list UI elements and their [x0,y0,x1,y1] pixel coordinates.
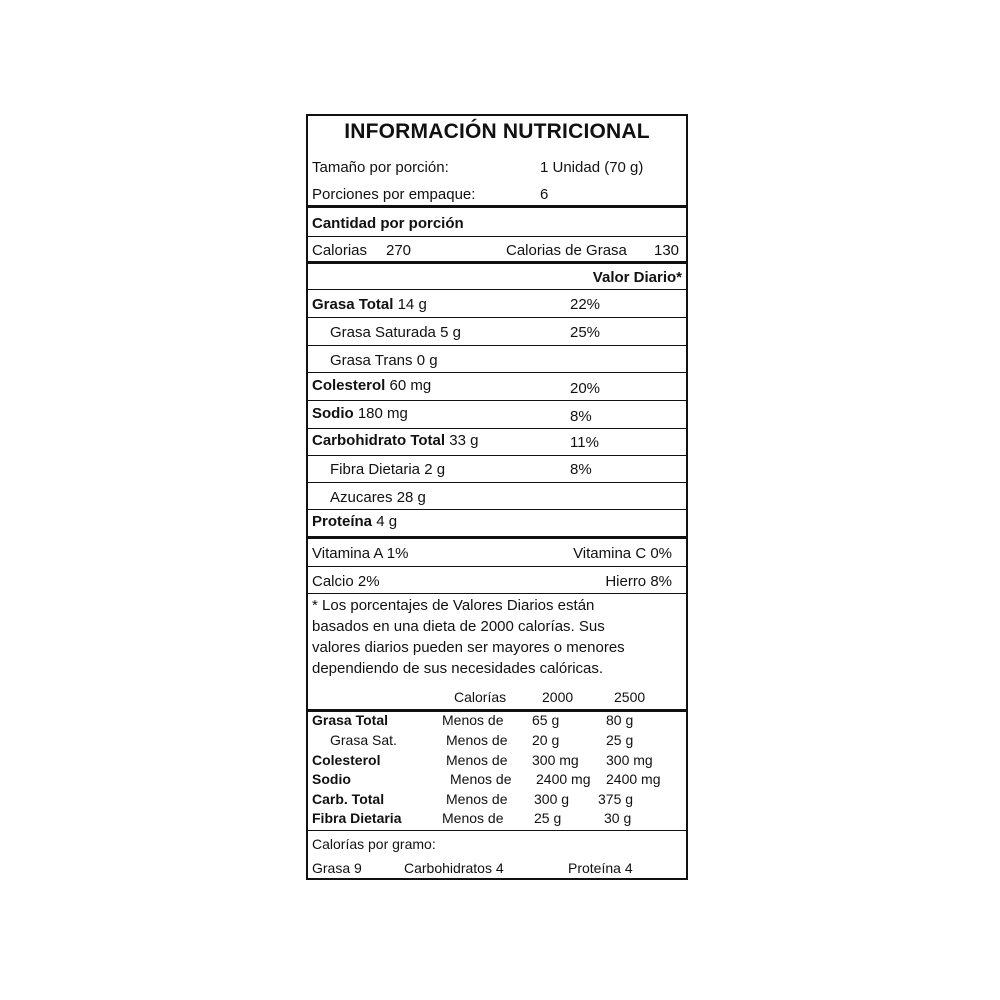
nutrient-amount: 4 g [376,513,398,530]
nutrient-name: Colesterol [312,377,386,394]
per-gram-values-row [308,860,686,878]
fat-calories-label: Calorias de Grasa [506,242,627,259]
footnote [308,597,686,685]
reference-name: Colesterol [312,752,381,768]
nutrient-row-saturated-fat [308,324,686,344]
reference-row [308,752,686,769]
nutrient-row-total-carbs [308,432,686,452]
divider [308,455,686,456]
reference-value-2500: 375 g [598,791,634,807]
vitamin-c: Vitamina C 0% [573,545,672,562]
nutrient-amount: 180 mg [357,405,408,422]
reference-col-2500: 2500 [614,689,646,705]
reference-qualifier: Menos de [442,810,504,826]
calories-label: Calorias [312,242,368,259]
reference-qualifier: Menos de [450,771,512,787]
reference-row [308,712,686,729]
divider [308,509,686,510]
nutrient-amount: 0 g [416,352,438,369]
divider-thick [308,261,686,264]
reference-name: Grasa Total [312,712,388,728]
footnote-line: dependiendo de sus necesidades calóricas. [312,660,604,677]
reference-col-2000: 2000 [542,689,574,705]
iron: Hierro 8% [605,573,672,590]
nutrient-dv: 11% [570,434,599,451]
divider [308,482,686,483]
nutrition-facts-label [306,114,688,880]
reference-name: Grasa Sat. [330,732,397,748]
nutrient-row-trans-fat [308,352,686,372]
footnote-line: valores diarios pueden ser mayores o menores [312,639,625,656]
nutrient-name: Azucares [330,489,393,506]
divider [308,317,686,318]
daily-value-header: Valor Diario* [592,269,682,286]
reference-row [308,810,686,827]
servings-value: 6 [540,186,549,203]
label-title: INFORMACIÓN NUTRICIONAL [344,120,650,143]
nutrient-name: Grasa Saturada [330,324,436,341]
nutrient-amount: 5 g [440,324,461,341]
nutrient-row-total-fat [308,296,686,316]
reference-value-2500: 300 mg [606,752,653,768]
nutrient-row-sodium [308,405,686,425]
reference-calories-label: Calorías [454,689,507,705]
servings-label: Porciones por empaque: [312,186,476,203]
nutrient-row-cholesterol [308,377,686,397]
vitamins-row-2 [308,573,686,593]
reference-name: Sodio [312,771,351,787]
divider [308,566,686,567]
calories-per-gram-label: Calorías por gramo: [312,836,436,852]
reference-name: Carb. Total [312,791,385,807]
calories-value: 270 [386,242,412,259]
nutrient-amount: 2 g [424,461,446,478]
nutrient-name: Proteína [312,513,373,530]
servings-row [308,186,686,206]
reference-row [308,771,686,788]
footnote-line: * Los porcentajes de Valores Diarios están [312,597,595,614]
nutrient-amount: 28 g [396,489,426,506]
calories-row [308,242,686,262]
reference-value-2000: 300 g [534,791,570,807]
vitamin-a: Vitamina A 1% [312,545,409,562]
vitamins-row-1 [308,545,686,565]
per-gram-fat: Grasa 9 [312,860,362,876]
nutrient-dv: 22% [570,296,601,313]
divider [308,428,686,429]
nutrient-dv: 20% [570,380,601,397]
divider [308,830,686,831]
nutrient-dv: 8% [570,408,592,425]
reference-qualifier: Menos de [442,712,504,728]
serving-size-row [308,159,686,179]
daily-value-header-row [308,269,686,289]
nutrient-name: Sodio [312,405,354,422]
reference-value-2000: 25 g [534,810,562,826]
footnote-line: basados en una dieta de 2000 calorías. Sus [312,618,605,635]
reference-value-2000: 300 mg [532,752,579,768]
reference-row [308,732,686,749]
nutrient-amount: 33 g [449,432,479,449]
nutrient-dv: 8% [570,461,592,478]
reference-value-2000: 20 g [532,732,560,748]
calories-per-gram-row [308,836,686,854]
reference-qualifier: Menos de [446,752,508,768]
reference-qualifier: Menos de [446,732,508,748]
reference-value-2500: 80 g [606,712,634,728]
nutrient-name: Fibra Dietaria [330,461,421,478]
divider [308,345,686,346]
per-gram-carbs: Carbohidratos 4 [404,860,504,876]
reference-row [308,791,686,808]
divider-thick [308,536,686,539]
divider [308,372,686,373]
nutrient-amount: 60 mg [389,377,432,394]
divider [308,400,686,401]
reference-value-2000: 2400 mg [536,771,591,787]
serving-size-label: Tamaño por porción: [312,159,449,176]
nutrient-row-protein [308,513,686,533]
nutrient-row-sugars [308,489,686,509]
reference-value-2500: 30 g [604,810,632,826]
nutrient-dv: 25% [570,324,601,341]
reference-value-2500: 2400 mg [606,771,661,787]
reference-name: Fibra Dietaria [312,810,402,826]
fat-calories-value: 130 [654,242,680,259]
nutrient-name: Grasa Trans [330,352,413,369]
amount-per-serving: Cantidad por porción [312,215,464,232]
nutrient-name: Grasa Total [312,296,394,313]
amount-per-serving-row [308,215,686,235]
calcium: Calcio 2% [312,573,380,590]
serving-size-value: 1 Unidad (70 g) [540,159,644,176]
reference-value-2500: 25 g [606,732,634,748]
reference-qualifier: Menos de [446,791,508,807]
divider [308,593,686,594]
reference-value-2000: 65 g [532,712,560,728]
reference-header-row [308,689,686,707]
per-gram-protein: Proteína 4 [568,860,633,876]
nutrient-name: Carbohidrato Total [312,432,446,449]
nutrient-row-fiber [308,461,686,481]
divider-thick [308,205,686,208]
divider [308,289,686,290]
divider [308,236,686,237]
nutrient-amount: 14 g [397,296,427,313]
